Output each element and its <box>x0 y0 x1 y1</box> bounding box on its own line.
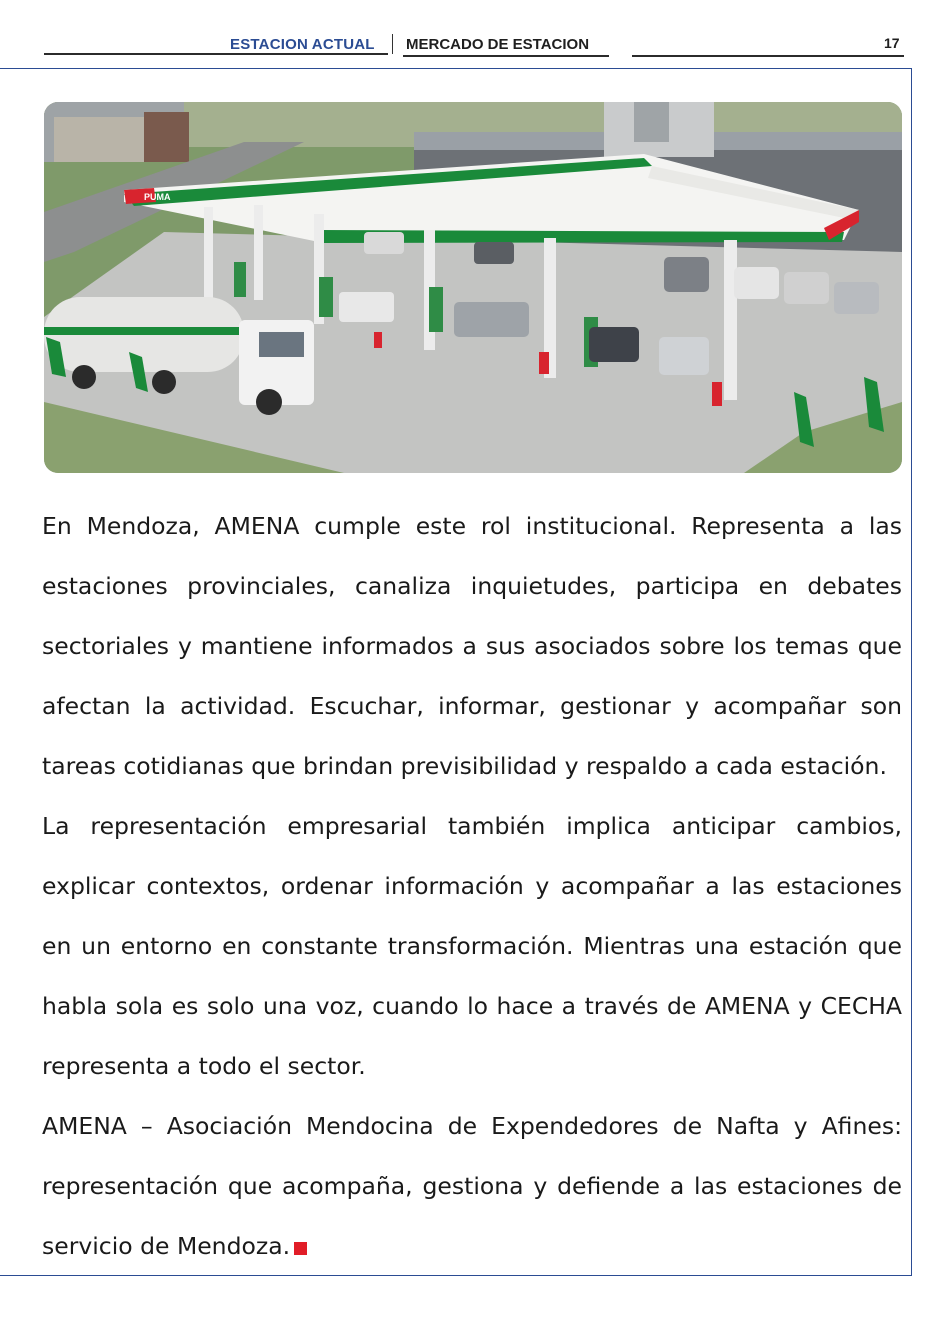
paragraph-3 <box>42 1096 902 1276</box>
canopy-brand-text: PUMA <box>144 192 171 202</box>
paragraph-1: En Mendoza, AMENA cumple este rol institucional. Representa a las estaciones provinciales, canaliza inquietudes, participa en debates sectoriales y mantiene informados a sus asociados sobre los temas que afectan la actividad. Escuchar, informar, gestionar y acompañar son tareas cotidianas que brindan previsibilidad y respaldo a cada estación. <box>42 512 902 780</box>
gas-station-photo <box>44 102 902 473</box>
paragraph-2: La representación empresarial también implica anticipar cambios, explicar contextos, ordenar información y acompañar a las estaciones en un entorno en constante transformación. Mientras una estación que habla sola es solo una voz, cuando lo hace a través de AMENA y CECHA representa a todo el sector. <box>42 812 902 1080</box>
header-rule-left <box>44 53 388 55</box>
header-rule-right <box>632 55 904 57</box>
header-rule-middle <box>403 55 609 57</box>
page-number: 17 <box>884 35 900 51</box>
header-divider <box>392 34 393 54</box>
header-section: ESTACION ACTUAL <box>230 36 375 53</box>
header-subsection: MERCADO DE ESTACION <box>406 36 590 53</box>
end-of-article-mark <box>294 1242 307 1255</box>
running-header <box>0 0 935 68</box>
paragraph-3-text: AMENA – Asociación Mendocina de Expendedores de Nafta y Afines: representación que acompaña, gestiona y defiende a las estaciones de servicio de Mendoza. <box>42 1112 902 1260</box>
article-body <box>42 496 902 1276</box>
